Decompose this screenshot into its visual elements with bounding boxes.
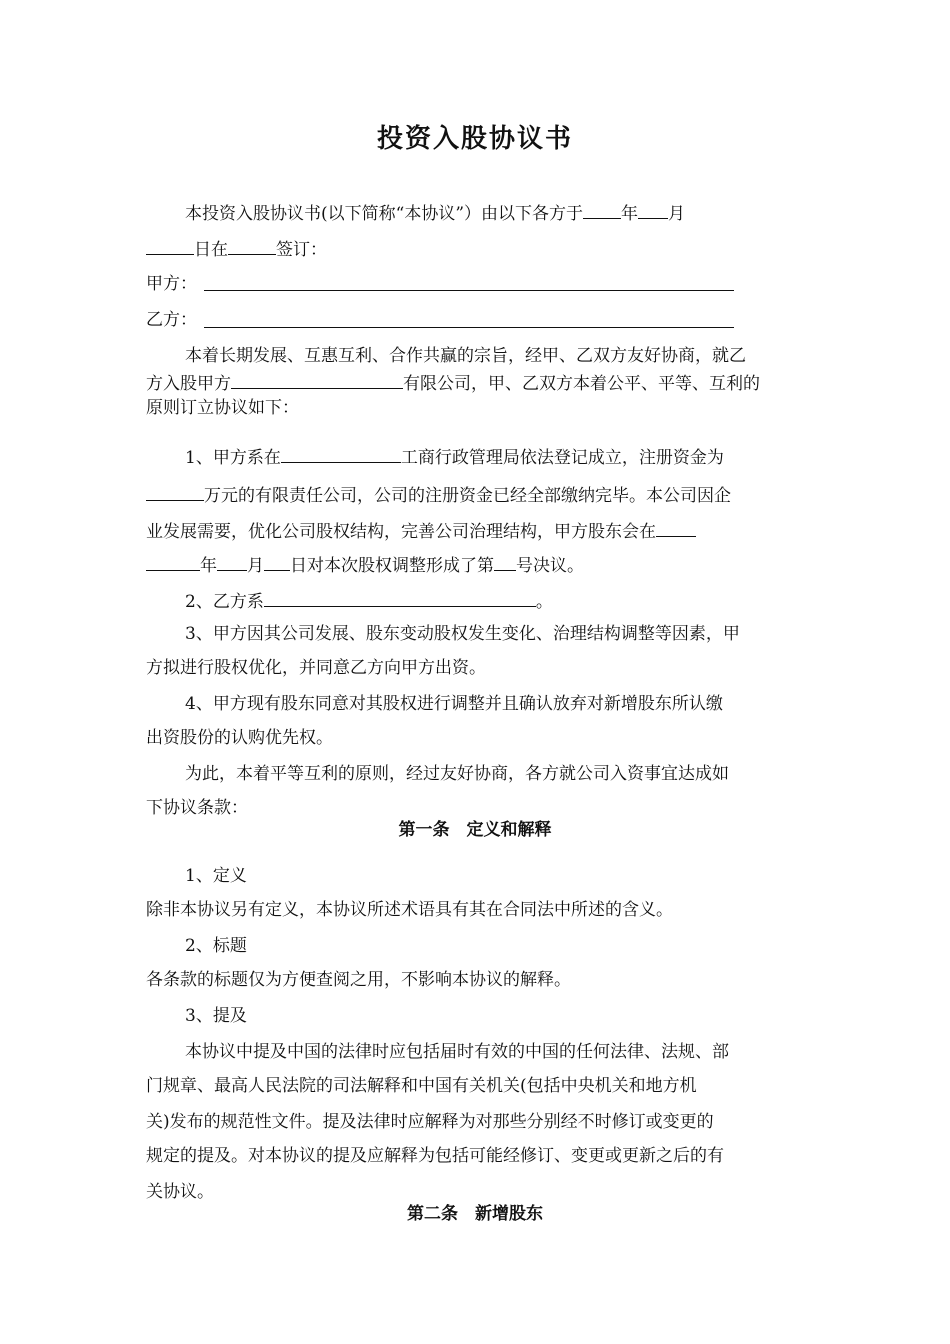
meeting-year-blank-b[interactable] [146, 552, 200, 571]
meeting-day-blank[interactable] [264, 552, 290, 571]
resolution-no-blank[interactable] [494, 552, 516, 571]
party-a-label: 甲方： [146, 274, 197, 294]
year-label: 年 [621, 204, 639, 224]
item1-text-4: 业发展需要，优化公司股权结构，完善公司治理结构，甲方股东会在 [146, 522, 656, 542]
article1-heading: 第一条 定义和解释 [398, 820, 552, 840]
capital-blank[interactable] [146, 482, 204, 501]
preamble-text: 方入股甲方 [146, 374, 231, 394]
document-title: 投资入股协议书 [376, 124, 573, 154]
intro-text: 本投资入股协议书(以下简称“本协议”）由以下各方于 [185, 204, 584, 224]
resolution-label: 号决议。 [516, 556, 584, 576]
month-label: 月 [668, 204, 686, 224]
article1-s2-title: 2、标题 [185, 936, 247, 956]
preamble-line-3: 原则订立协议如下： [146, 398, 299, 418]
preamble-text-2: 有限公司，甲、乙双方本着公平、平等、互利的 [403, 374, 760, 394]
item2-period: 。 [535, 592, 553, 612]
item2-text: 2、乙方系 [185, 592, 264, 612]
party-b-desc-blank[interactable] [264, 588, 536, 607]
article1-s3-line-4: 规定的提及。对本协议的提及应解释为包括可能经修订、变更或更新之后的有 [146, 1146, 724, 1166]
article1-s3-line-1: 本协议中提及中国的法律时应包括届时有效的中国的任何法律、法规、部 [185, 1042, 729, 1062]
article1-s1-title: 1、定义 [185, 866, 247, 886]
company-name-blank[interactable] [231, 370, 403, 389]
meeting-day-label: 日对本次股权调整形成了第 [290, 556, 494, 576]
article1-s3-title: 3、提及 [185, 1006, 247, 1026]
item3-line-2: 方拟进行股权优化，并同意乙方向甲方出资。 [146, 658, 486, 678]
item4-line-2: 出资股份的认购优先权。 [146, 728, 333, 748]
intro-line-2 [146, 236, 327, 262]
item1-line-1 [185, 444, 724, 470]
item2-line [185, 588, 553, 614]
location-blank[interactable] [228, 236, 276, 255]
item1-line-4 [146, 552, 584, 578]
item3-line-1: 3、甲方因其公司发展、股东变动股权发生变化、治理结构调整等因素，甲 [185, 624, 740, 644]
closing-line-2: 下协议条款： [146, 798, 248, 818]
item4-line-1: 4、甲方现有股东同意对其股权进行调整并且确认放弃对新增股东所认缴 [185, 694, 723, 714]
month-blank[interactable] [638, 200, 668, 219]
meeting-year-label: 年 [200, 556, 217, 576]
article2-heading: 第二条 新增股东 [407, 1204, 543, 1224]
party-b-blank[interactable] [204, 327, 734, 328]
article1-s3-line-3: 关)发布的规范性文件。提及法律时应解释为对那些分别经不时修订或变更的 [146, 1112, 714, 1132]
bureau-blank[interactable] [281, 444, 401, 463]
article1-s1-text: 除非本协议另有定义，本协议所述术语具有其在合同法中所述的含义。 [146, 900, 673, 920]
item1-text-3: 万元的有限责任公司，公司的注册资金已经全部缴纳完毕。本公司因企 [204, 486, 731, 506]
article1-s3-line-2: 门规章、最高人民法院的司法解释和中国有关机关(包括中央机关和地方机 [146, 1076, 697, 1096]
meeting-month-label: 月 [247, 556, 264, 576]
item1-text: 1、甲方系在 [185, 448, 281, 468]
party-b-label: 乙方： [146, 310, 197, 330]
item1-line-3 [146, 518, 696, 544]
meeting-month-blank[interactable] [217, 552, 247, 571]
item1-line-2 [146, 482, 731, 508]
article1-s3-line-5: 关协议。 [146, 1182, 214, 1202]
party-a-blank[interactable] [204, 290, 734, 291]
preamble-line-1: 本着长期发展、互惠互利、合作共赢的宗旨，经甲、乙双方友好协商，就乙 [185, 346, 746, 366]
article1-s2-text: 各条款的标题仅为方便查阅之用，不影响本协议的解释。 [146, 970, 571, 990]
year-blank[interactable] [583, 200, 621, 219]
signed-label: 签订： [276, 240, 327, 260]
day-label: 日在 [194, 240, 228, 260]
closing-line-1: 为此，本着平等互利的原则，经过友好协商，各方就公司入资事宜达成如 [185, 764, 729, 784]
meeting-year-blank-a[interactable] [656, 518, 696, 537]
intro-line-1 [185, 200, 685, 226]
day-blank[interactable] [146, 236, 194, 255]
item1-text-2: 工商行政管理局依法登记成立，注册资金为 [400, 448, 724, 468]
preamble-line-2 [146, 370, 760, 396]
